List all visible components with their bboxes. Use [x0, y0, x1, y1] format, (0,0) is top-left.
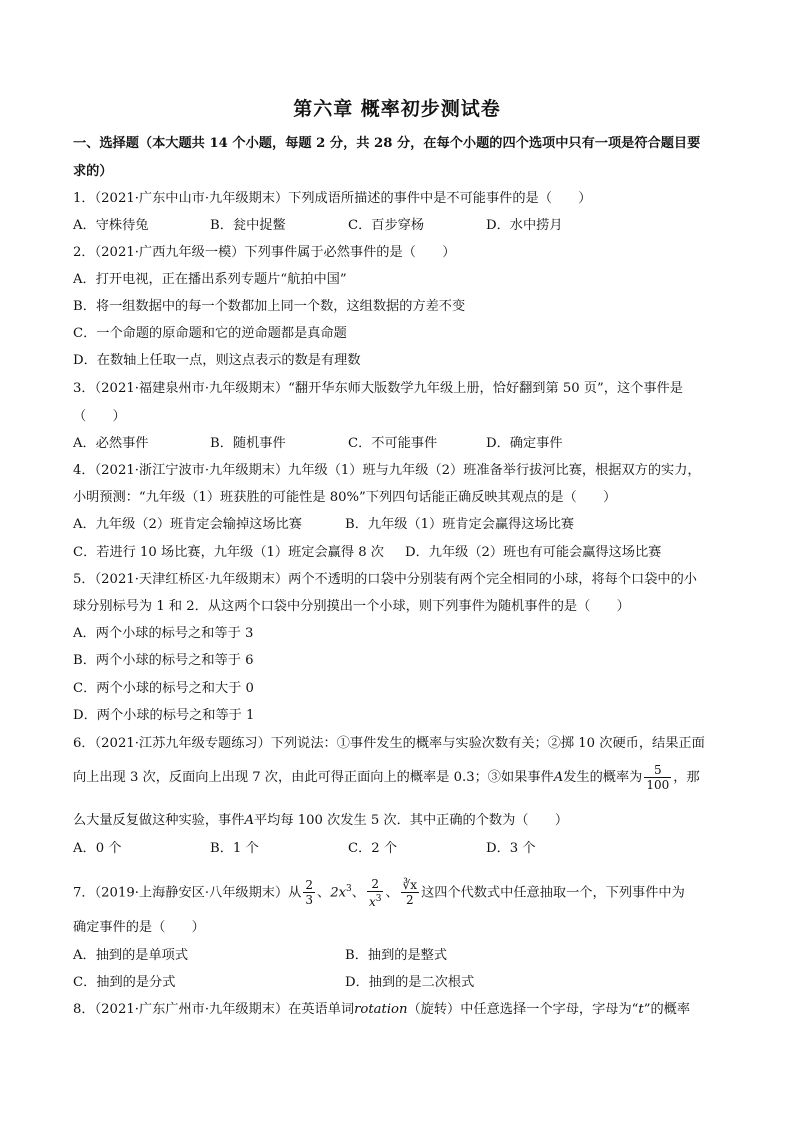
q7-text-a: 7．（2019·上海静安区·八年级期末）从	[73, 885, 302, 901]
q6-line3-text-b: 平均每 100 次发生 5 次．其中正确的个数为（ ）	[253, 813, 569, 828]
q6-option-d: D．3 个	[486, 841, 536, 856]
q6-option-b: B．1 个	[210, 841, 259, 856]
q6-line2-text-a: 向上出现 3 次，反面向上出现 7 次，由此可得正面向上的概率是 0.3；③如果事件	[73, 770, 554, 785]
q6-fraction-denominator: 100	[646, 778, 670, 792]
question-5-stem-line1: 5．（2021·天津红桥区·九年级期末）两个不透明的口袋中分别装有两个完全相同的小球，将每个口袋中的小	[73, 572, 697, 587]
q1-option-b: B．瓮中捉鳖	[210, 218, 286, 233]
question-7-stem-line1	[73, 872, 733, 910]
q7-sep-3: 、	[385, 885, 399, 901]
q5-option-d: D．两个小球的标号之和等于 1	[73, 708, 255, 723]
question-3-stem-line2: （ ）	[73, 409, 126, 424]
q7-f3-den-var: x	[368, 894, 376, 909]
q7-f4-num: ∛x	[402, 878, 418, 893]
q7-term-2-exp: 3	[346, 884, 352, 894]
q3-option-d: D．确定事件	[486, 436, 563, 451]
question-8-stem-line1	[73, 1001, 733, 1019]
q7-fraction-4	[401, 878, 419, 907]
q4-option-d: D．九年级（2）班也有可能会赢得这场比赛	[405, 545, 662, 560]
q7-f3-num: 2	[367, 877, 384, 892]
q7-text-b: 这四个代数式中任意抽取一个，下列事件中为	[421, 885, 685, 901]
question-6-stem-line3	[73, 812, 733, 830]
q4-option-a: A．九年级（2）班肯定会输掉这场比赛	[73, 517, 302, 532]
question-3-stem-line1: 3．（2021·福建泉州市·九年级期末）“翻开华东师大版数学九年级上册，恰好翻到第 50 页”，这个事件是	[73, 381, 683, 396]
q4-option-c: C．若进行 10 场比赛，九年级（1）班定会赢得 8 次	[73, 545, 384, 560]
q3-option-b: B．随机事件	[210, 436, 286, 451]
q6-line2-text-c: ，那	[673, 770, 700, 785]
q6-option-a: A．0 个	[73, 841, 122, 856]
question-5-stem-line2: 球分别标号为 1 和 2．从这两个口袋中分别摸出一个小球，则下列事件为随机事件的是（ ）	[73, 599, 630, 614]
q1-option-a: A．守株待兔	[73, 218, 149, 233]
q3-option-c: C．不可能事件	[348, 436, 438, 451]
q7-option-b: B．抽到的是整式	[345, 948, 448, 963]
q7-sep-2: 、	[351, 885, 365, 901]
q8-text-c: ”的概率	[643, 1002, 691, 1017]
question-2-stem: 2．（2021·广西九年级一模）下列事件属于必然事件的是（ ）	[73, 245, 456, 260]
q5-option-c: C．两个小球的标号之和大于 0	[73, 681, 254, 696]
question-6-stem-line1: 6．（2021·江苏九年级专题练习）下列说法：①事件发生的概率与实验次数有关；②掷 10 次硬币，结果正面	[73, 736, 705, 751]
q5-option-b: B．两个小球的标号之和等于 6	[73, 653, 254, 668]
q1-option-c: C．百步穿杨	[348, 218, 425, 233]
q7-f1-num: 2	[305, 878, 313, 893]
q6-fraction-numerator: 5	[644, 763, 671, 778]
q6-event-a-var-2: A	[244, 813, 254, 828]
q2-option-d: D．在数轴上任取一点，则这点表示的数是有理数	[73, 353, 361, 368]
q3-option-a: A．必然事件	[73, 436, 149, 451]
q2-option-b: B．将一组数据中的每一个数都加上同一个数，这组数据的方差不变	[73, 299, 466, 314]
q7-f3-den-exp: 3	[375, 893, 382, 904]
q7-term-2: 2x	[330, 885, 347, 901]
q6-option-c: C．2 个	[348, 841, 398, 856]
q8-text-a: 8．（2021·广东广州市·九年级期末）在英语单词	[73, 1002, 355, 1017]
q7-sep-1: 、	[317, 885, 331, 901]
q2-option-a: A．打开电视，正在播出系列专题片“航拍中国”	[73, 272, 347, 287]
page-title: 第六章 概率初步测试卷	[293, 98, 501, 120]
q8-text-b: （旋转）中任意选择一个字母，字母为“	[407, 1002, 639, 1017]
question-4-stem-line2: 小明预测：“九年级（1）班获胜的可能性是 80%”下列四句话能正确反映其观点的是（ ）	[73, 490, 617, 505]
q7-f3-den	[367, 892, 384, 909]
question-1-stem: 1．（2021·广东中山市·九年级期末）下列成语所描述的事件中是不可能事件的是（ ）	[73, 191, 592, 206]
q6-line3-text-a: 么大量反复做这种实验，事件	[73, 813, 245, 828]
question-7-stem-line2: 确定事件的是（ ）	[73, 920, 205, 935]
q7-fraction-1	[303, 878, 315, 907]
q8-word: rotation	[354, 1002, 408, 1017]
question-6-stem-line2	[73, 763, 733, 793]
q7-fraction-3	[367, 877, 384, 909]
section-heading-line1: 一、选择题（本大题共 14 个小题，每题 2 分，共 28 分，在每个小题的四个选项中只有一项是符合题目要	[73, 136, 701, 151]
q2-option-c: C．一个命题的原命题和它的逆命题都是真命题	[73, 326, 347, 341]
q7-f1-den: 3	[305, 893, 313, 908]
q6-line2-text-b: 发生的概率为	[563, 770, 643, 785]
q6-event-a-var: A	[553, 770, 564, 785]
q8-letter: t	[638, 1002, 644, 1017]
section-heading-line2: 求的）	[73, 164, 113, 179]
q4-option-b: B．九年级（1）班肯定会赢得这场比赛	[345, 517, 575, 532]
q7-option-c: C．抽到的是分式	[73, 975, 176, 990]
question-4-stem-line1: 4．（2021·浙江宁波市·九年级期末）九年级（1）班与九年级（2）班准备举行拔河比赛，根据双方的实力，	[73, 463, 701, 478]
q7-option-d: D．抽到的是二次根式	[345, 975, 475, 990]
q1-option-d: D．水中捞月	[486, 218, 563, 233]
q7-f4-den: 2	[406, 893, 414, 908]
q5-option-a: A．两个小球的标号之和等于 3	[73, 626, 254, 641]
q6-fraction	[644, 763, 671, 792]
q7-option-a: A．抽到的是单项式	[73, 948, 189, 963]
